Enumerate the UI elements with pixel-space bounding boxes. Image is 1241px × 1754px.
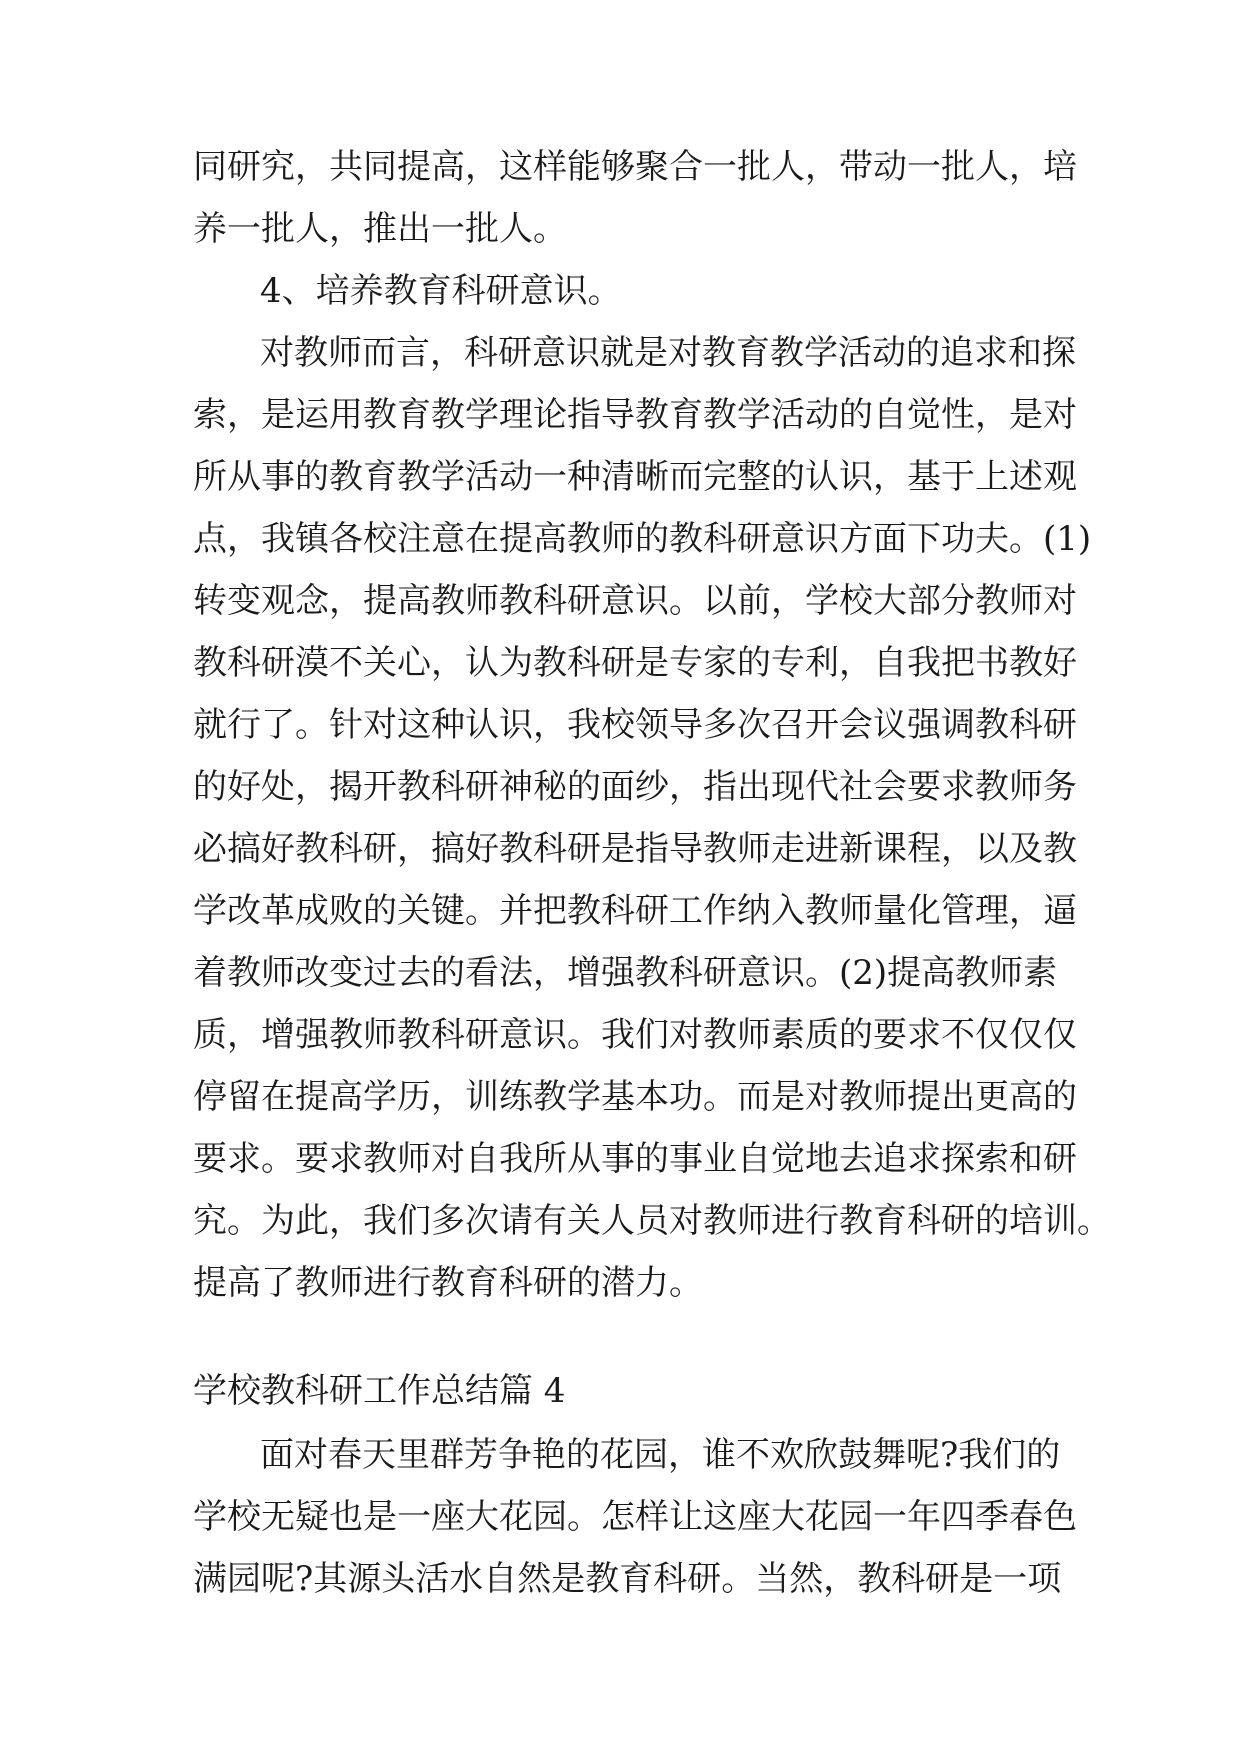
text-line: 同研究，共同提高，这样能够聚合一批人，带动一批人，培 xyxy=(193,147,1077,187)
text-line: 必搞好教科研，搞好教科研是指导教师走进新课程，以及教 xyxy=(193,829,1077,869)
text-line: 的好处，揭开教科研神秘的面纱，指出现代社会要求教师务 xyxy=(193,767,1077,807)
text-line: 要求。要求教师对自我所从事的事业自觉地去追求探索和研 xyxy=(193,1139,1077,1179)
text-line: 面对春天里群芳争艳的花园，谁不欢欣鼓舞呢?我们的 xyxy=(260,1435,1061,1475)
text-line: 学校无疑也是一座大花园。怎样让这座大花园一年四季春色 xyxy=(193,1497,1077,1537)
text-line: 所从事的教育教学活动一种清晰而完整的认识，基于上述观 xyxy=(193,457,1077,497)
text-line: 教科研漠不关心，认为教科研是专家的专利，自我把书教好 xyxy=(193,643,1077,683)
text-line: 停留在提高学历，训练教学基本功。而是对教师提出更高的 xyxy=(193,1077,1077,1117)
text-line: 对教师而言，科研意识就是对教育教学活动的追求和探 xyxy=(260,333,1076,373)
text-line: 就行了。针对这种认识，我校领导多次召开会议强调教科研 xyxy=(193,705,1077,745)
text-line: 学改革成败的关键。并把教科研工作纳入教师量化管理，逼 xyxy=(193,891,1077,931)
text-line: 究。为此，我们多次请有关人员对教师进行教育科研的培训。 xyxy=(193,1201,1111,1241)
text-line: 满园呢?其源头活水自然是教育科研。当然，教科研是一项 xyxy=(193,1559,1062,1599)
text-line: 着教师改变过去的看法，增强教科研意识。(2)提高教师素 xyxy=(193,953,1058,993)
text-line: 索，是运用教育教学理论指导教育教学活动的自觉性，是对 xyxy=(193,395,1077,435)
text-line: 提高了教师进行教育科研的潜力。 xyxy=(193,1263,703,1303)
text-line: 点，我镇各校注意在提高教师的教科研意识方面下功夫。(1) xyxy=(193,519,1092,559)
text-line: 转变观念，提高教师教科研意识。以前，学校大部分教师对 xyxy=(193,581,1077,621)
section-title: 学校教科研工作总结篇 4 xyxy=(193,1371,566,1411)
text-line: 质，增强教师教科研意识。我们对教师素质的要求不仅仅仅 xyxy=(193,1015,1077,1055)
section-item-heading: 4、培养教育科研意识。 xyxy=(260,271,622,311)
text-line: 养一批人，推出一批人。 xyxy=(193,209,567,249)
